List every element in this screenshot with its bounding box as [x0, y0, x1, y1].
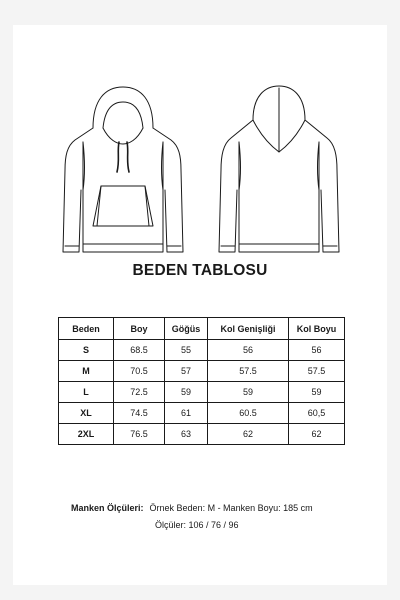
model-measurements-label: Manken Ölçüleri:	[71, 503, 144, 513]
cell-gogus: 59	[165, 382, 208, 403]
cell-size: 2XL	[59, 424, 114, 445]
cell-kol-boyu: 56	[289, 340, 345, 361]
cell-size: S	[59, 340, 114, 361]
cell-gogus: 61	[165, 403, 208, 424]
cell-kol-genisligi: 56	[208, 340, 289, 361]
cell-boy: 74.5	[114, 403, 165, 424]
header-boy: Boy	[114, 318, 165, 340]
cell-size: M	[59, 361, 114, 382]
cell-gogus: 57	[165, 361, 208, 382]
table-row	[59, 361, 345, 382]
model-measurements-line-2: Ölçüler: 106 / 76 / 96	[155, 520, 239, 530]
model-sample-size-text: Örnek Beden: M - Manken Boyu: 185 cm	[149, 503, 313, 513]
header-kol-genisligi: Kol Genişliği	[208, 318, 289, 340]
cell-kol-genisligi: 59	[208, 382, 289, 403]
size-table	[58, 317, 345, 445]
size-chart-page	[13, 25, 387, 585]
table-row	[59, 340, 345, 361]
cell-boy: 68.5	[114, 340, 165, 361]
table-row	[59, 403, 345, 424]
table-header-row	[59, 318, 345, 340]
table-row	[59, 424, 345, 445]
hoodie-illustrations	[13, 80, 387, 270]
header-gogus: Göğüs	[165, 318, 208, 340]
cell-boy: 70.5	[114, 361, 165, 382]
size-chart-title: BEDEN TABLOSU	[132, 262, 268, 279]
cell-boy: 72.5	[114, 382, 165, 403]
cell-size: XL	[59, 403, 114, 424]
cell-kol-genisligi: 57.5	[208, 361, 289, 382]
hoodie-front-icon	[53, 80, 193, 270]
cell-size: L	[59, 382, 114, 403]
header-beden: Beden	[59, 318, 114, 340]
cell-gogus: 55	[165, 340, 208, 361]
header-kol-boyu: Kol Boyu	[289, 318, 345, 340]
cell-gogus: 63	[165, 424, 208, 445]
cell-kol-boyu: 59	[289, 382, 345, 403]
cell-kol-boyu: 62	[289, 424, 345, 445]
cell-kol-boyu: 60,5	[289, 403, 345, 424]
model-measurements-line-1	[71, 500, 313, 517]
cell-kol-boyu: 57.5	[289, 361, 345, 382]
hoodie-back-icon	[209, 80, 349, 270]
cell-kol-genisligi: 60.5	[208, 403, 289, 424]
cell-boy: 76.5	[114, 424, 165, 445]
cell-kol-genisligi: 62	[208, 424, 289, 445]
table-row	[59, 382, 345, 403]
